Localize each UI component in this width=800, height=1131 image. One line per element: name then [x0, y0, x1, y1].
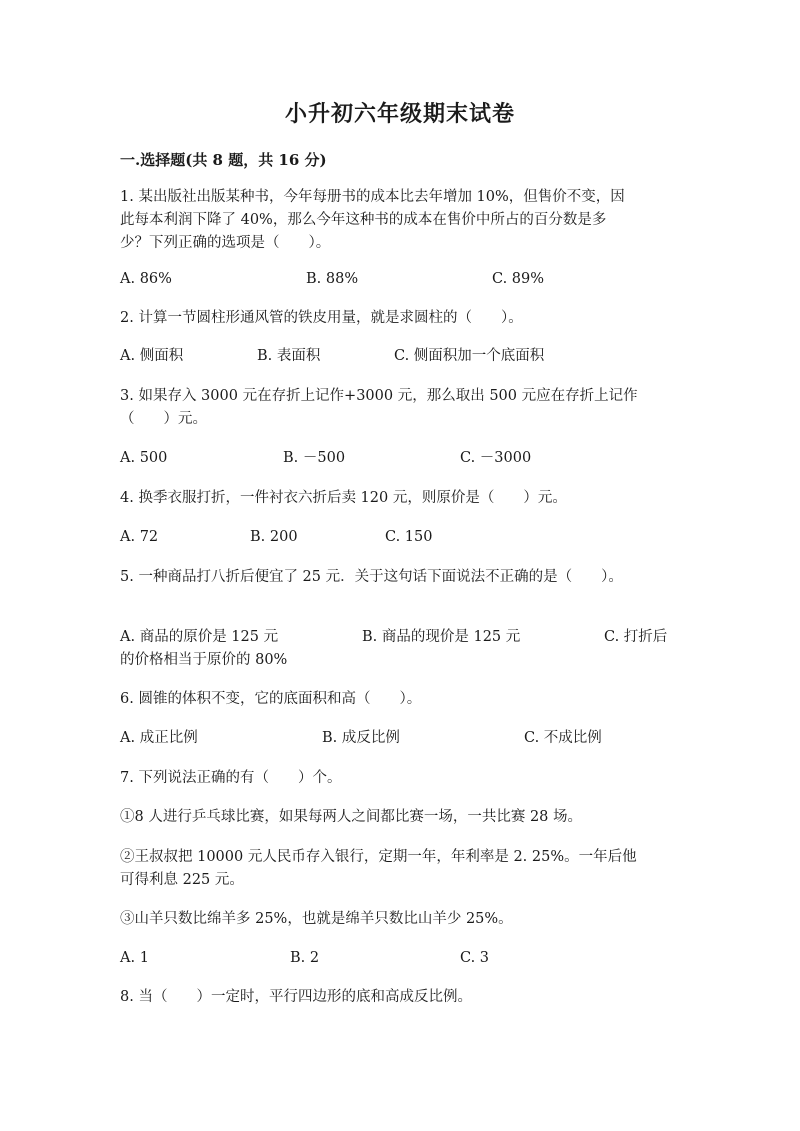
- question-1-option-b[interactable]: B. 88%: [306, 271, 359, 287]
- question-2-option-b[interactable]: B. 表面积: [257, 348, 321, 364]
- question-4-option-c[interactable]: C. 150: [385, 529, 433, 545]
- question-7-statement-2-line-2: 可得利息 225 元。: [120, 872, 244, 888]
- question-2-line-1: 2. 计算一节圆柱形通风管的铁皮用量，就是求圆柱的（ ）。: [120, 310, 523, 326]
- question-7-line-1: 7. 下列说法正确的有（ ）个。: [120, 770, 342, 786]
- question-7-statement-3: ③山羊只数比绵羊多 25%，也就是绵羊只数比山羊少 25%。: [120, 911, 513, 927]
- question-5-option-b[interactable]: B. 商品的现价是 125 元: [362, 629, 521, 645]
- question-6-option-b[interactable]: B. 成反比例: [322, 730, 400, 746]
- question-5-option-c[interactable]: C. 打折后: [604, 629, 668, 645]
- question-5-line-1: 5. 一种商品打八折后便宜了 25 元．关于这句话下面说法不正确的是（ ）。: [120, 569, 623, 585]
- question-5-option-c-continuation: 的价格相当于原价的 80%: [120, 652, 288, 668]
- question-7-option-c[interactable]: C. 3: [460, 950, 490, 966]
- question-6-option-c[interactable]: C. 不成比例: [524, 730, 602, 746]
- question-2-option-a[interactable]: A. 侧面积: [120, 348, 184, 364]
- question-6-line-1: 6. 圆锥的体积不变，它的底面积和高（ ）。: [120, 691, 422, 707]
- question-3-option-b[interactable]: B. －500: [283, 450, 346, 466]
- question-4-option-a[interactable]: A. 72: [120, 529, 159, 545]
- exam-title: 小升初六年级期末试卷: [284, 101, 515, 127]
- question-7-option-a[interactable]: A. 1: [120, 950, 149, 966]
- question-7-option-b[interactable]: B. 2: [290, 950, 320, 966]
- question-3-option-c[interactable]: C. －3000: [460, 450, 532, 466]
- question-3-line-2: （ ）元。: [120, 411, 207, 427]
- section-heading: 一.选择题(共 8 题，共 16 分): [120, 151, 327, 169]
- question-1-option-a[interactable]: A. 86%: [120, 271, 172, 287]
- question-6-option-a[interactable]: A. 成正比例: [120, 730, 198, 746]
- question-3-option-a[interactable]: A. 500: [120, 450, 168, 466]
- question-3-line-1: 3. 如果存入 3000 元在存折上记作+3000 元，那么取出 500 元应在存折上记作: [120, 388, 638, 404]
- question-8-line-1: 8. 当（ ）一定时，平行四边形的底和高成反比例。: [120, 989, 472, 1005]
- question-1-line-3: 少？下列正确的选项是（ ）。: [120, 235, 331, 251]
- question-1-option-c[interactable]: C. 89%: [492, 271, 545, 287]
- question-4-option-b[interactable]: B. 200: [250, 529, 298, 545]
- question-1-line-1: 1. 某出版社出版某种书，今年每册书的成本比去年增加 10%，但售价不变，因: [120, 189, 625, 205]
- question-2-option-c[interactable]: C. 侧面积加一个底面积: [394, 348, 545, 364]
- question-7-statement-1: ①8 人进行乒乓球比赛，如果每两人之间都比赛一场，一共比赛 28 场。: [120, 809, 583, 825]
- question-4-line-1: 4. 换季衣服打折，一件衬衣六折后卖 120 元，则原价是（ ）元。: [120, 490, 567, 506]
- question-1-line-2: 此每本利润下降了 40%，那么今年这种书的成本在售价中所占的百分数是多: [120, 212, 607, 228]
- question-7-statement-2-line-1: ②王叔叔把 10000 元人民币存入银行，定期一年，年利率是 2. 25%。一年后他: [120, 849, 637, 865]
- question-5-option-a[interactable]: A. 商品的原价是 125 元: [120, 629, 279, 645]
